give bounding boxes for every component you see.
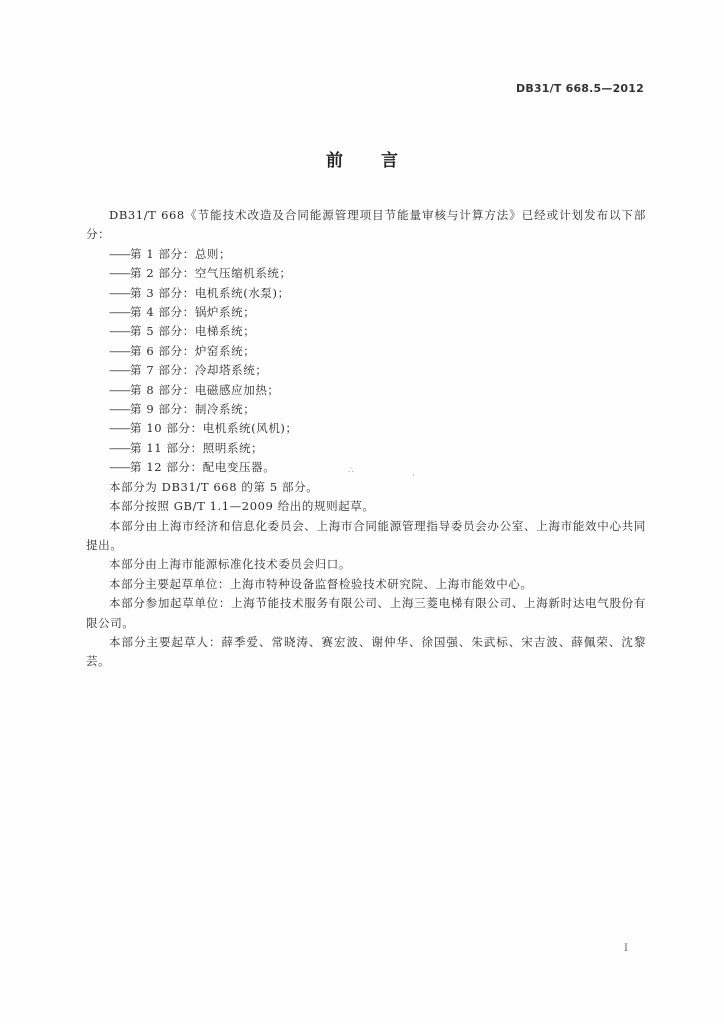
intro-paragraph: DB31/T 668《节能技术改造及合同能源管理项目节能量审核与计算方法》已经或计划发布以下部分： bbox=[86, 208, 646, 242]
main-drafters: 本部分主要起草人：薛季爱、常晓涛、赛宏波、谢仲华、徐国强、朱武标、宋吉波、薛佩荣、沈黎芸。 bbox=[86, 634, 646, 669]
list-item bbox=[86, 342, 646, 361]
list-dash: —— bbox=[109, 421, 130, 436]
list-item-text: 第 3 部分：电机系统(水泵)； bbox=[130, 285, 290, 300]
list-dash: —— bbox=[109, 324, 130, 339]
part-statement: 本部分为 DB31/T 668 的第 5 部分。 bbox=[109, 479, 319, 494]
list-item-text: 第 2 部分：空气压缩机系统； bbox=[130, 266, 292, 281]
standard-code: DB31/T 668.5—2012 bbox=[516, 82, 644, 95]
list-item-text: 第 5 部分：电梯系统； bbox=[130, 324, 256, 339]
list-item-text: 第 8 部分：电磁感应加热； bbox=[130, 382, 280, 397]
list-dash: —— bbox=[109, 305, 130, 320]
list-item-text: 第 6 部分：炉窑系统； bbox=[130, 343, 256, 358]
page-number: I bbox=[624, 943, 628, 954]
list-item bbox=[86, 361, 646, 380]
list-item bbox=[86, 400, 646, 419]
parts-list bbox=[86, 245, 646, 478]
list-item bbox=[86, 264, 646, 283]
list-item bbox=[86, 303, 646, 322]
list-dash: —— bbox=[109, 246, 130, 261]
list-item-text: 第 7 部分：冷却塔系统； bbox=[130, 363, 268, 378]
participating-units: 本部分参加起草单位：上海节能技术服务有限公司、上海三菱电梯有限公司、上海新时达电气股份有限公司。 bbox=[86, 596, 646, 630]
list-item-text: 第 9 部分：制冷系统； bbox=[130, 402, 256, 417]
list-item bbox=[86, 381, 646, 400]
page-title: 前言 bbox=[326, 151, 436, 171]
list-item bbox=[86, 322, 646, 341]
list-dash: —— bbox=[109, 343, 130, 358]
list-item bbox=[86, 284, 646, 303]
list-item-text: 第 1 部分：总则； bbox=[130, 246, 232, 261]
list-item bbox=[86, 458, 646, 477]
scan-speck: ∴ bbox=[348, 466, 354, 476]
list-dash: —— bbox=[109, 382, 130, 397]
scan-speck: · bbox=[412, 471, 415, 481]
list-dash: —— bbox=[109, 266, 130, 281]
list-item bbox=[86, 439, 646, 458]
list-dash: —— bbox=[109, 440, 130, 455]
administered-by: 本部分由上海市能源标准化技术委员会归口。 bbox=[109, 557, 351, 572]
proposer-paragraph: 本部分由上海市经济和信息化委员会、上海市合同能源管理指导委员会办公室、上海市能效中心共同提出。 bbox=[86, 518, 646, 552]
foreword-body bbox=[86, 206, 646, 672]
list-item-text: 第 4 部分：锅炉系统； bbox=[130, 305, 256, 320]
list-dash: —— bbox=[109, 363, 130, 378]
list-item bbox=[86, 419, 646, 438]
list-dash: —— bbox=[109, 460, 130, 475]
drafting-rules: 本部分按照 GB/T 1.1—2009 给出的规则起草。 bbox=[109, 499, 375, 514]
list-dash: —— bbox=[109, 285, 130, 300]
list-item bbox=[86, 245, 646, 264]
list-item-text: 第 10 部分：电机系统(风机)； bbox=[130, 421, 298, 436]
list-dash: —— bbox=[109, 402, 130, 417]
list-item-text: 第 11 部分：照明系统； bbox=[130, 440, 264, 455]
main-drafting-units: 本部分主要起草单位：上海市特种设备监督检验技术研究院、上海市能效中心。 bbox=[109, 576, 533, 591]
list-item-text: 第 12 部分：配电变压器。 bbox=[130, 460, 276, 475]
